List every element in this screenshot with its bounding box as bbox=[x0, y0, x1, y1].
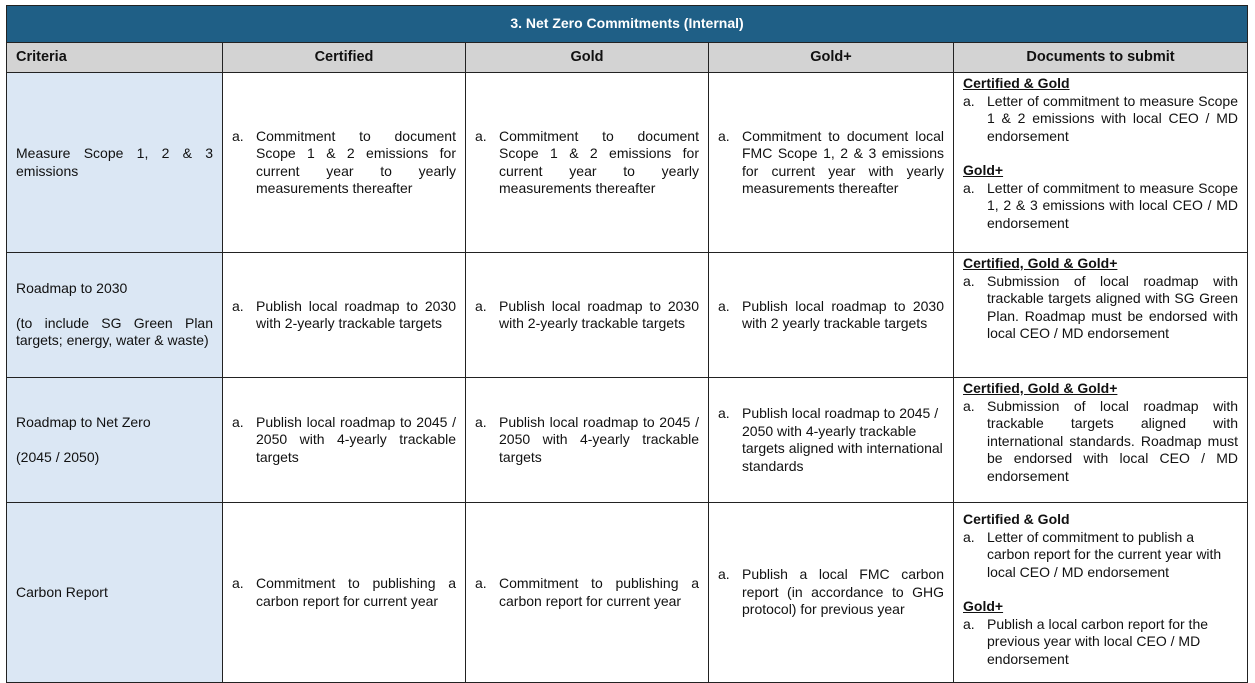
document-group-heading: Certified & Gold bbox=[963, 511, 1070, 527]
item-marker: a. bbox=[963, 272, 975, 289]
header-gold-plus: Gold+ bbox=[709, 43, 954, 73]
certified-cell bbox=[223, 73, 466, 253]
documents-cell bbox=[954, 503, 1248, 683]
document-group-heading: Certified, Gold & Gold+ bbox=[963, 255, 1118, 271]
certified-cell bbox=[223, 253, 466, 378]
gold-cell bbox=[466, 73, 709, 253]
document-group-heading: Gold+ bbox=[963, 162, 1004, 178]
document-group bbox=[963, 598, 1238, 668]
gold-cell bbox=[466, 378, 709, 503]
document-group-heading: Certified & Gold bbox=[963, 75, 1070, 91]
item-marker: a. bbox=[963, 92, 975, 109]
item-marker: a. bbox=[963, 397, 975, 414]
criteria-cell bbox=[7, 378, 223, 503]
criteria-text: Roadmap to 2030 bbox=[16, 280, 128, 297]
criteria-text: Carbon Report bbox=[16, 583, 108, 600]
criteria-note: (2045 / 2050) bbox=[16, 448, 100, 465]
document-group bbox=[963, 255, 1238, 343]
documents-cell bbox=[954, 253, 1248, 378]
table-title: 3. Net Zero Commitments (Internal) bbox=[7, 6, 1248, 43]
header-certified: Certified bbox=[223, 43, 466, 73]
document-item: Submission of local roadmap with trackable targets aligned with SG Green Plan. Roadmap must be endorsed with local CEO / MD endorsement bbox=[987, 272, 1238, 341]
item-marker: a. bbox=[718, 405, 730, 421]
gold-plus-cell bbox=[709, 253, 954, 378]
gold-plus-text: Publish local roadmap to 2030 with 2 yearly trackable targets bbox=[742, 297, 944, 331]
gold-cell bbox=[466, 253, 709, 378]
item-marker: a. bbox=[232, 297, 244, 314]
item-marker: a. bbox=[232, 413, 244, 430]
criteria-note: (to include SG Green Plan targets; energy, water & waste) bbox=[16, 314, 213, 349]
gold-plus-text: Commitment to document local FMC Scope 1, 2 & 3 emissions for current year with yearly measurements thereafter bbox=[742, 127, 944, 196]
item-marker: a. bbox=[232, 127, 244, 144]
item-marker: a. bbox=[718, 297, 730, 314]
document-group bbox=[963, 511, 1238, 581]
header-gold: Gold bbox=[466, 43, 709, 73]
document-item: Publish a local carbon report for the previous year with local CEO / MD endorsement bbox=[987, 615, 1209, 667]
certified-text: Commitment to publishing a carbon report for current year bbox=[256, 575, 456, 609]
gold-cell bbox=[466, 503, 709, 683]
certified-text: Publish local roadmap to 2045 / 2050 with 4-yearly trackable targets bbox=[256, 413, 456, 465]
certified-text: Commitment to document Scope 1 & 2 emissions for current year to yearly measurements thereafter bbox=[256, 127, 456, 196]
header-criteria: Criteria bbox=[7, 43, 223, 73]
document-group-heading: Certified, Gold & Gold+ bbox=[963, 380, 1118, 396]
net-zero-table-container bbox=[6, 5, 1247, 683]
document-group bbox=[963, 162, 1238, 232]
document-group bbox=[963, 75, 1238, 145]
criteria-text: Measure Scope 1, 2 & 3 emissions bbox=[16, 145, 213, 179]
item-marker: a. bbox=[963, 615, 975, 632]
document-item: Submission of local roadmap with trackable targets aligned with international standards. Roadmap must be endorsed with local CEO / MD endorsement bbox=[987, 397, 1238, 484]
net-zero-commitments-table bbox=[6, 5, 1248, 683]
gold-plus-text: Publish local roadmap to 2045 / 2050 with 4-yearly trackable targets aligned with international standards bbox=[742, 405, 943, 474]
criteria-cell bbox=[7, 253, 223, 378]
item-marker: a. bbox=[232, 575, 244, 591]
item-marker: a. bbox=[475, 575, 487, 591]
documents-cell bbox=[954, 73, 1248, 253]
criteria-text: Roadmap to Net Zero bbox=[16, 414, 151, 430]
item-marker: a. bbox=[475, 413, 487, 430]
document-item: Letter of commitment to measure Scope 1 & 2 emissions with local CEO / MD endorsement bbox=[987, 92, 1238, 144]
item-marker: a. bbox=[963, 179, 975, 196]
header-documents: Documents to submit bbox=[954, 43, 1248, 73]
gold-text: Commitment to document Scope 1 & 2 emissions for current year to yearly measurements thereafter bbox=[499, 127, 699, 196]
item-marker: a. bbox=[475, 127, 487, 144]
gold-plus-text: Publish a local FMC carbon report (in accordance to GHG protocol) for previous year bbox=[742, 566, 944, 618]
gold-text: Publish local roadmap to 2030 with 2-yearly trackable targets bbox=[499, 297, 699, 331]
gold-plus-cell bbox=[709, 503, 954, 683]
item-marker: a. bbox=[718, 127, 730, 144]
gold-text: Publish local roadmap to 2045 / 2050 with 4-yearly trackable targets bbox=[499, 413, 699, 465]
table-row bbox=[7, 73, 1248, 253]
gold-plus-cell bbox=[709, 73, 954, 253]
certified-text: Publish local roadmap to 2030 with 2-yearly trackable targets bbox=[256, 297, 456, 331]
criteria-cell bbox=[7, 503, 223, 683]
documents-cell bbox=[954, 378, 1248, 503]
table-row bbox=[7, 378, 1248, 503]
certified-cell bbox=[223, 503, 466, 683]
gold-plus-cell bbox=[709, 378, 954, 503]
item-marker: a. bbox=[963, 528, 975, 545]
document-item: Letter of commitment to measure Scope 1, 2 & 3 emissions with local CEO / MD endorsement bbox=[987, 179, 1238, 231]
item-marker: a. bbox=[475, 297, 487, 314]
gold-text: Commitment to publishing a carbon report for current year bbox=[499, 575, 699, 609]
criteria-cell bbox=[7, 73, 223, 253]
table-row bbox=[7, 253, 1248, 378]
table-row bbox=[7, 503, 1248, 683]
document-item: Letter of commitment to publish a carbon report for the current year with local CEO / MD endorsement bbox=[987, 528, 1222, 580]
item-marker: a. bbox=[718, 566, 730, 583]
certified-cell bbox=[223, 378, 466, 503]
document-group-heading: Gold+ bbox=[963, 598, 1004, 614]
document-group bbox=[963, 380, 1238, 485]
